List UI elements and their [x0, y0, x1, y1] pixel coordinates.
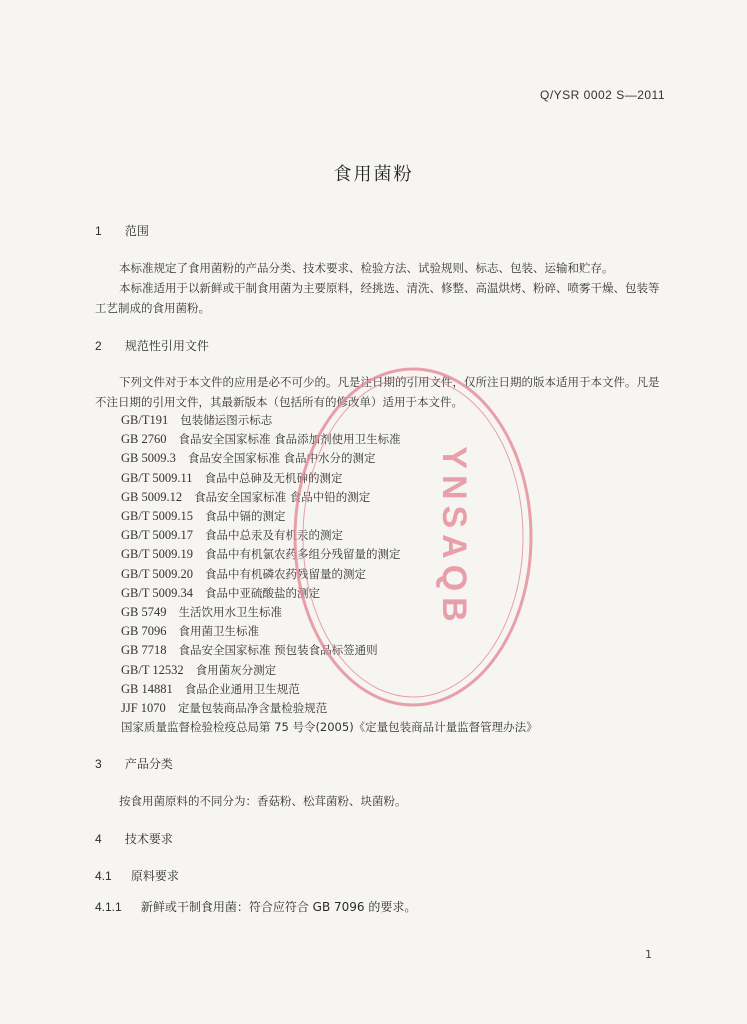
reference-title: 食用菌卫生标准 [178, 624, 259, 639]
reference-code: GB 5009.12 [121, 489, 183, 504]
reference-code: GB/T 5009.34 [121, 585, 193, 600]
section-2-intro [95, 372, 670, 412]
reference-code: GB 7718 [121, 643, 167, 658]
reference-title: 食品中亚硫酸盐的测定 [205, 585, 320, 600]
section-3-body [95, 791, 670, 811]
reference-item [121, 449, 641, 468]
reference-item [121, 584, 641, 603]
reference-title: 生活饮用水卫生标准 [178, 605, 282, 620]
reference-item [121, 526, 641, 545]
section-4-heading [95, 830, 173, 847]
reference-title: 食品中镉的测定 [205, 509, 286, 524]
reference-item [121, 603, 641, 622]
reference-title: 食用菌灰分测定 [195, 662, 277, 677]
paragraph: 本标准适用于以新鲜或干制食用菌为主要原料，经挑选、清洗、修整、高温烘烤、粉碎、喷雾干燥、包装等工艺制成的食用菌粉。 [95, 281, 660, 315]
reference-code: GB 5009.3 [121, 451, 176, 466]
reference-decree: 国家质量监督检验检疫总局第 75 号令(2005)《定量包装商品计量监督管理办法》 [121, 720, 538, 735]
reference-item [121, 699, 641, 718]
reference-code: GB/T 5009.19 [121, 547, 193, 562]
reference-code: GB/T 5009.17 [121, 528, 193, 543]
reference-code: GB/T 5009.20 [121, 566, 193, 581]
reference-item [121, 488, 641, 507]
page-number: 1 [645, 948, 652, 961]
reference-code: GB 14881 [121, 681, 173, 696]
reference-code: GB/T191 [121, 413, 169, 427]
reference-code: GB/T 5009.15 [121, 509, 193, 524]
reference-code: GB/T 12532 [121, 662, 184, 677]
reference-title: 食品安全国家标准 食品添加剂使用卫生标准 [178, 432, 401, 447]
clause-number: 4.1.1 [95, 900, 122, 914]
reference-item [121, 507, 641, 526]
reference-title: 食品中有机磷农药残留量的测定 [205, 566, 366, 581]
reference-item [121, 680, 641, 699]
section-3-heading [95, 755, 173, 772]
section-number: 3 [95, 757, 102, 771]
reference-code: GB 2760 [121, 432, 167, 447]
paragraph: 下列文件对于本文件的应用是必不可少的。凡是注日期的引用文件，仅所注日期的版本适用于本文件。凡是不注日期的引用文件，其最新版本（包括所有的修改单）适用于本文件。 [95, 375, 660, 409]
section-number: 1 [95, 224, 102, 238]
reference-item [121, 469, 641, 488]
subsection-title: 原料要求 [130, 869, 179, 883]
reference-title: 食品中总汞及有机汞的测定 [205, 528, 343, 543]
paragraph: 本标准规定了食用菌粉的产品分类、技术要求、检验方法、试验规则、标志、包装、运输和贮存。 [119, 261, 614, 275]
reference-code: GB/T 5009.11 [121, 470, 193, 485]
reference-title: 定量包装商品净含量检验规范 [177, 701, 328, 716]
reference-title: 食品中总砷及无机砷的测定 [204, 470, 343, 485]
page-title: 食用菌粉 [333, 164, 414, 185]
reference-item [121, 430, 641, 449]
reference-item [121, 411, 641, 430]
section-title: 产品分类 [124, 757, 173, 771]
section-title: 技术要求 [124, 832, 173, 846]
reference-list [121, 411, 641, 737]
reference-code: JJF 1070 [121, 701, 166, 716]
section-title: 范围 [124, 224, 149, 238]
section-title: 规范性引用文件 [124, 339, 209, 353]
reference-item [121, 622, 641, 641]
section-1-heading [95, 222, 149, 239]
reference-code: GB 7096 [121, 624, 167, 639]
reference-title: 食品安全国家标准 食品中铅的测定 [194, 489, 371, 504]
clause-4-1-1 [95, 898, 416, 915]
clause-text: 新鲜或干制食用菌：符合应符合 GB 7096 的要求。 [140, 900, 417, 914]
reference-item [121, 565, 641, 584]
section-number: 2 [95, 339, 102, 353]
section-1-body [95, 258, 670, 318]
reference-item [121, 545, 641, 564]
reference-item [121, 661, 641, 680]
reference-item [121, 641, 641, 660]
reference-title: 食品安全国家标准 预包装食品标签通则 [178, 643, 378, 658]
document-code: Q/YSR 0002 S—2011 [539, 88, 665, 102]
reference-title: 食品安全国家标准 食品中水分的测定 [187, 451, 376, 466]
subsection-number: 4.1 [95, 869, 112, 883]
section-number: 4 [95, 832, 102, 846]
stamp-text: YNSAQB [435, 446, 473, 628]
reference-code: GB 5749 [121, 605, 167, 620]
paragraph: 按食用菌原料的不同分为：香菇粉、松茸菌粉、块菌粉。 [119, 794, 407, 808]
reference-title: 包装储运图示标志 [180, 413, 273, 427]
section-2-heading [95, 337, 209, 354]
reference-title: 食品企业通用卫生规范 [184, 681, 300, 696]
subsection-4-1-heading [95, 867, 179, 884]
reference-title: 食品中有机氯农药多组分残留量的测定 [205, 547, 401, 562]
